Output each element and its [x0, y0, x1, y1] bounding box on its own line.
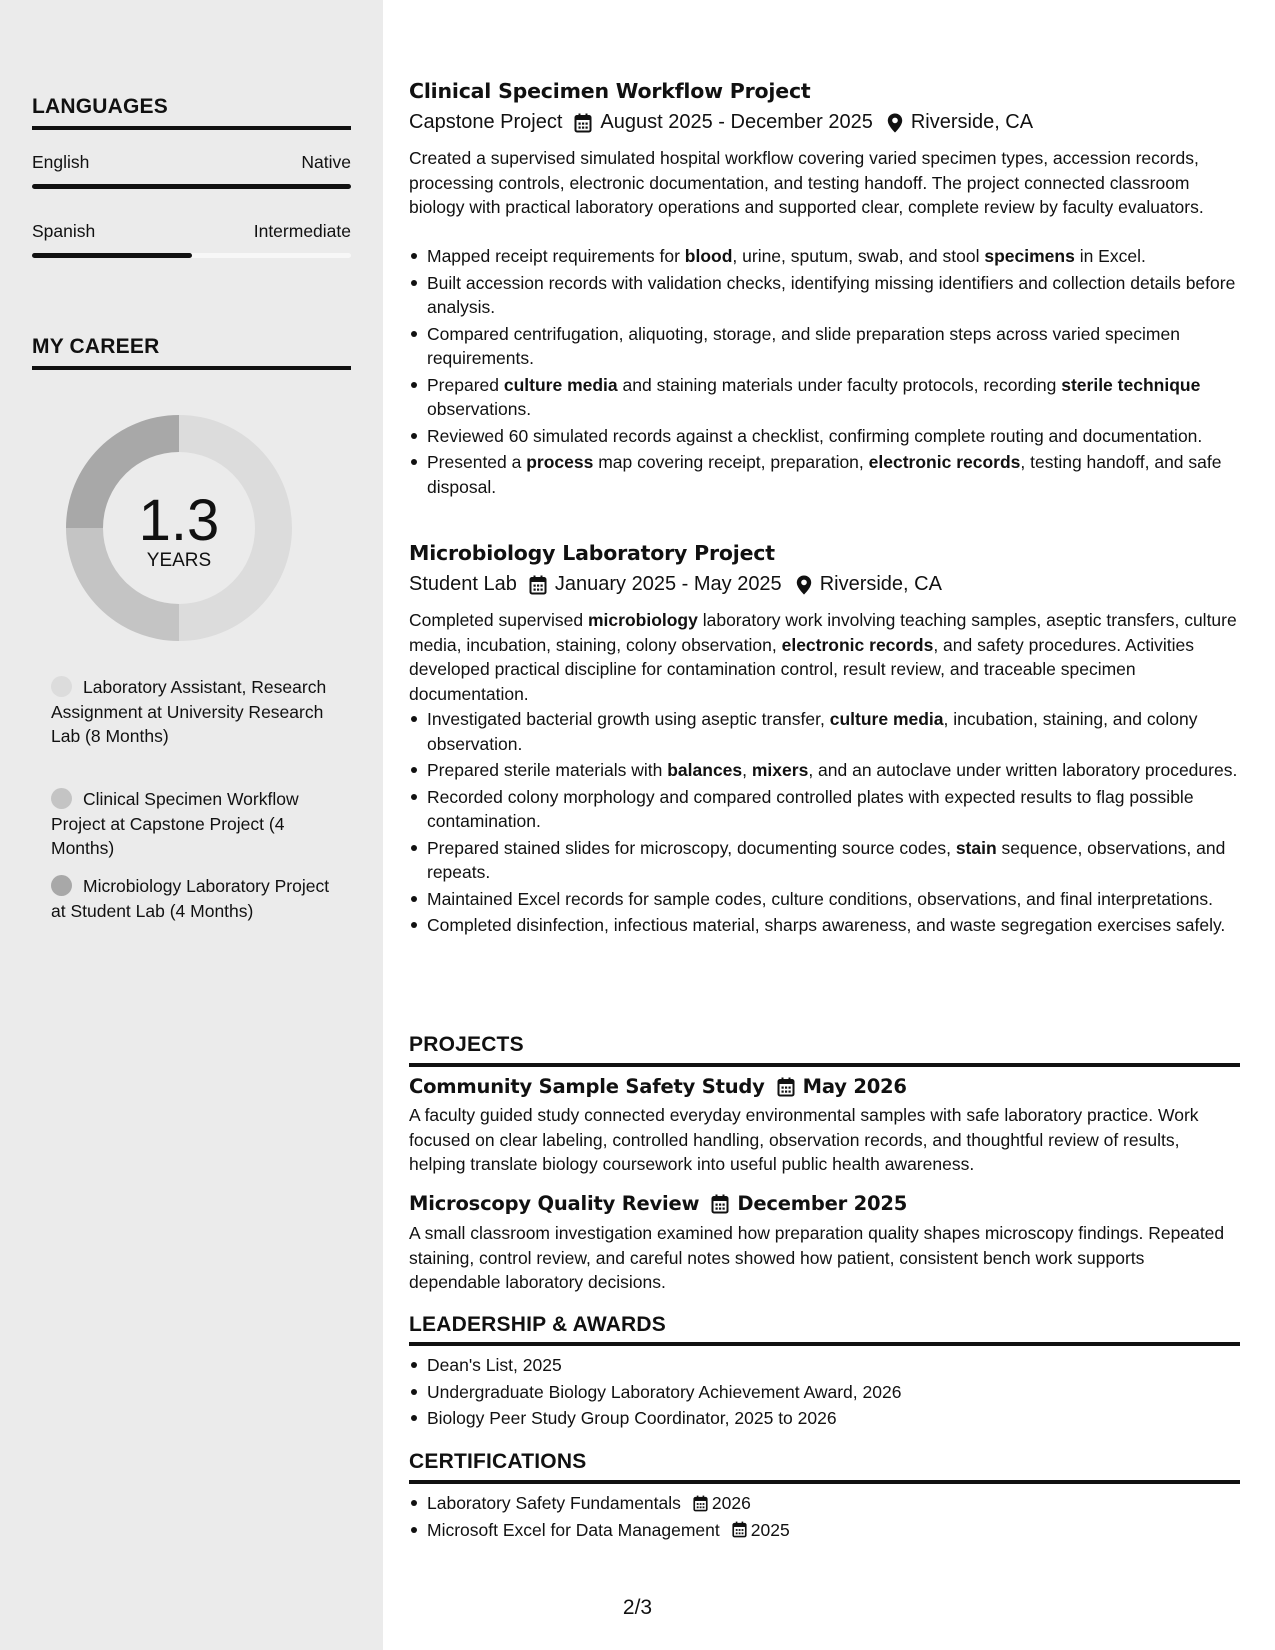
career-total-unit: YEARS — [146, 550, 212, 571]
language-bar-spanish — [32, 253, 351, 258]
page-number: 2/3 — [622, 1596, 653, 1619]
experience-title: Clinical Specimen Workflow Project — [409, 79, 811, 103]
legend-dot-icon — [51, 788, 72, 809]
career-legend-label: Microbiology Laboratory Project at Student Lab (4 Months) — [51, 876, 330, 921]
certification-name: Laboratory Safety Fundamentals — [427, 1493, 681, 1513]
experience-org: Student Lab — [409, 573, 517, 595]
award-item: Biology Peer Study Group Coordinator, 2025 to 2026 — [409, 1406, 1239, 1431]
certifications-heading: CERTIFICATIONS — [409, 1450, 587, 1473]
experience-meta — [409, 573, 942, 596]
experience-title: Microbiology Laboratory Project — [409, 541, 775, 565]
experience-summary: Completed supervised microbiology laboratory work involving teaching samples, aseptic transfers, culture media, incubation, staining, colony observation, electronic records, and safety procedures. Activities developed practical discipline for contamination control, result review, and traceable specimen documentation. — [409, 610, 1237, 704]
calendar-icon — [529, 575, 547, 595]
awards-divider — [409, 1342, 1240, 1346]
career-legend-label: Laboratory Assistant, Research Assignment at University Research Lab (8 Months) — [51, 677, 327, 746]
experience-dates: January 2025 - May 2025 — [554, 573, 782, 595]
awards-heading: LEADERSHIP & AWARDS — [409, 1313, 666, 1336]
language-row-english — [32, 152, 351, 173]
certification-year: 2026 — [711, 1493, 751, 1513]
legend-dot-icon — [51, 676, 72, 697]
project-description: A small classroom investigation examined how preparation quality shapes microscopy findings. Repeated staining, control review, and careful notes showed how patient, consistent bench work supports dependable laboratory decisions. — [409, 1223, 1225, 1292]
location-pin-icon — [887, 113, 903, 133]
language-level: Native — [301, 152, 351, 172]
award-item: Undergraduate Biology Laboratory Achievement Award, 2026 — [409, 1380, 1239, 1405]
bullet-item: Compared centrifugation, aliquoting, storage, and slide preparation steps across varied specimen requirements. — [409, 322, 1239, 371]
certification-year: 2025 — [750, 1519, 790, 1540]
career-heading: MY CAREER — [32, 335, 160, 358]
award-item: Dean's List, 2025 — [409, 1353, 1239, 1378]
project-title — [409, 1192, 907, 1215]
bullet-item: Completed disinfection, infectious material, sharps awareness, and waste segregation exercises safely. — [409, 913, 1239, 938]
career-total-value: 1.3 — [138, 488, 220, 553]
languages-heading: LANGUAGES — [32, 95, 168, 118]
project-name: Community Sample Safety Study — [409, 1075, 765, 1098]
bullet-item: Built accession records with validation checks, identifying missing identifiers and collection details before analysis. — [409, 271, 1239, 320]
bullet-item: Presented a process map covering receipt, preparation, electronic records, testing handoff, and safe disposal. — [409, 450, 1239, 499]
certifications-list — [409, 1491, 1239, 1544]
language-level: Intermediate — [253, 221, 351, 241]
career-donut-chart — [66, 415, 292, 641]
certification-item — [409, 1491, 1239, 1516]
calendar-icon — [777, 1077, 795, 1097]
language-bar-english — [32, 184, 351, 189]
awards-list — [409, 1353, 1239, 1433]
bullet-item: Prepared sterile materials with balances, mixers, and an autoclave under written laboratory procedures. — [409, 758, 1239, 783]
certification-name: Microsoft Excel for Data Management — [427, 1519, 720, 1540]
career-legend-item — [51, 675, 331, 749]
bullet-item: Mapped receipt requirements for blood, urine, sputum, swab, and stool specimens in Excel. — [409, 244, 1239, 269]
experience-bullets — [409, 707, 1239, 940]
language-bar-fill — [32, 253, 192, 258]
experience-org: Capstone Project — [409, 111, 563, 133]
language-name: English — [32, 152, 90, 172]
experience-location: Riverside, CA — [910, 111, 1034, 133]
bullet-item: Maintained Excel records for sample codes, culture conditions, observations, and final interpretations. — [409, 887, 1239, 912]
calendar-icon — [732, 1521, 747, 1538]
experience-bullets — [409, 244, 1239, 501]
calendar-icon — [693, 1495, 708, 1512]
experience-meta — [409, 111, 1033, 134]
certification-item — [409, 1518, 1239, 1543]
legend-dot-icon — [51, 875, 72, 896]
bullet-item: Prepared culture media and staining materials under faculty protocols, recording sterile technique observations. — [409, 373, 1239, 422]
calendar-icon — [711, 1194, 729, 1214]
career-divider — [32, 366, 351, 370]
certifications-divider — [409, 1480, 1240, 1484]
language-bar-fill — [32, 184, 351, 189]
location-pin-icon — [796, 575, 812, 595]
projects-divider — [409, 1063, 1240, 1067]
experience-dates: August 2025 - December 2025 — [600, 111, 873, 133]
project-title — [409, 1075, 907, 1098]
experience-summary: Created a supervised simulated hospital workflow covering varied specimen types, accession records, processing controls, electronic documentation, and testing handoff. The project connected classroom biology with practical laboratory operations and supported clear, complete review by faculty evaluators. — [409, 148, 1204, 217]
bullet-item: Reviewed 60 simulated records against a checklist, confirming complete routing and documentation. — [409, 424, 1239, 449]
project-date: May 2026 — [802, 1075, 907, 1098]
career-legend-label: Clinical Specimen Workflow Project at Capstone Project (4 Months) — [51, 789, 299, 858]
bullet-item: Recorded colony morphology and compared controlled plates with expected results to flag possible contamination. — [409, 785, 1239, 834]
project-date: December 2025 — [737, 1192, 908, 1215]
projects-heading: PROJECTS — [409, 1033, 524, 1056]
career-legend-item — [51, 874, 331, 923]
language-name: Spanish — [32, 221, 96, 241]
experience-location: Riverside, CA — [819, 573, 942, 595]
career-legend-item — [51, 787, 331, 861]
languages-divider — [32, 126, 351, 130]
bullet-item: Prepared stained slides for microscopy, documenting source codes, stain sequence, observations, and repeats. — [409, 836, 1239, 885]
calendar-icon — [574, 113, 592, 133]
project-description: A faculty guided study connected everyday environmental samples with safe laboratory practice. Work focused on clear labeling, controlled handling, observation records, and thoughtful review of results, helping translate biology coursework into useful public health awareness. — [409, 1105, 1199, 1174]
language-row-spanish — [32, 221, 351, 242]
bullet-item: Investigated bacterial growth using aseptic transfer, culture media, incubation, staining, and colony observation. — [409, 707, 1239, 756]
project-name: Microscopy Quality Review — [409, 1192, 700, 1215]
